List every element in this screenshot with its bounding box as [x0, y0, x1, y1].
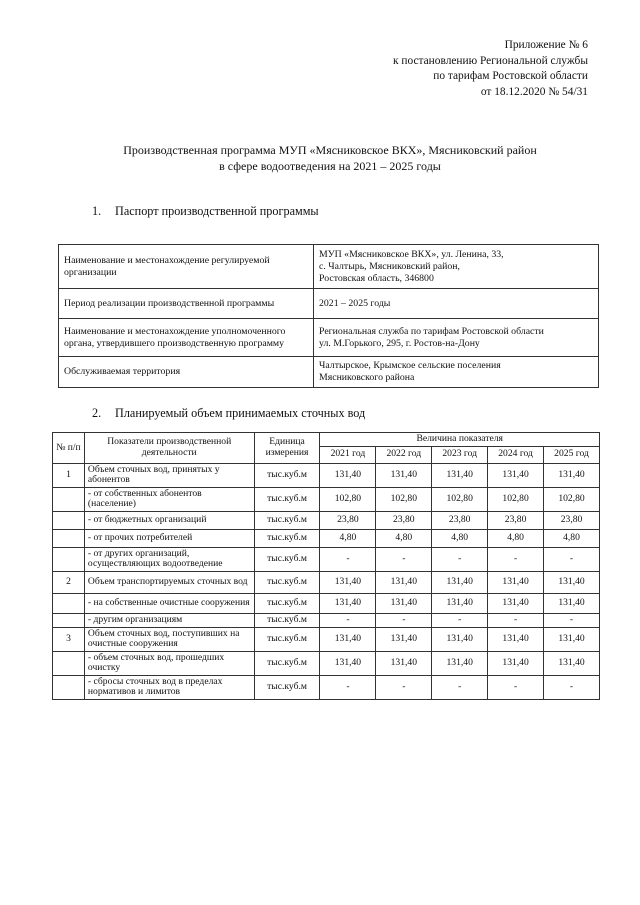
header-unit: Единица измерения: [254, 433, 320, 464]
passport-row: [59, 357, 599, 388]
row-value: -: [320, 547, 376, 571]
row-value: 102,80: [376, 487, 432, 511]
row-value: 131,40: [320, 627, 376, 651]
row-indicator: - от прочих потребителей: [84, 529, 254, 547]
row-num: 1: [53, 463, 85, 487]
row-unit: тыс.куб.м: [254, 627, 320, 651]
row-indicator: Объем транспортируемых сточных вод: [84, 571, 254, 593]
appendix-block: [268, 38, 588, 100]
row-num: [53, 547, 85, 571]
header-indicator: Показатели производственной деятельности: [84, 433, 254, 464]
row-value: -: [432, 675, 488, 699]
row-value: 102,80: [320, 487, 376, 511]
passport-row: [59, 245, 599, 289]
passport-value-line: 2021 – 2025 годы: [319, 297, 391, 309]
row-value: 131,40: [432, 627, 488, 651]
row-value: 131,40: [376, 593, 432, 613]
row-unit: тыс.куб.м: [254, 651, 320, 675]
row-indicator: - сбросы сточных вод в пределах нормативов и лимитов: [84, 675, 254, 699]
row-value: 131,40: [320, 463, 376, 487]
row-value: 131,40: [432, 571, 488, 593]
header-value-group: Величина показателя: [320, 433, 600, 447]
row-value: 131,40: [432, 463, 488, 487]
row-unit: тыс.куб.м: [254, 675, 320, 699]
row-value: 23,80: [320, 511, 376, 529]
row-value: 4,80: [320, 529, 376, 547]
row-value: 131,40: [376, 651, 432, 675]
passport-row: [59, 319, 599, 357]
section-title: Паспорт производственной программы: [115, 204, 319, 218]
row-indicator: Объем сточных вод, принятых у абонентов: [84, 463, 254, 487]
section-number: 1.: [92, 204, 102, 218]
row-indicator: - объем сточных вод, прошедших очистку: [84, 651, 254, 675]
row-value: -: [432, 613, 488, 627]
section-heading-passport: [92, 204, 319, 219]
passport-value-line: ул. М.Горького, 295, г. Ростов-на-Дону: [319, 337, 480, 349]
row-value: 131,40: [488, 463, 544, 487]
row-unit: тыс.куб.м: [254, 613, 320, 627]
appendix-line: по тарифам Ростовской области: [433, 70, 588, 83]
passport-key: Наименование и местонахождение уполномоченного органа, утвердившего производственную программу: [59, 319, 314, 357]
table-row: [53, 463, 600, 487]
table-row: [53, 675, 600, 699]
passport-key: Период реализации производственной программы: [59, 289, 314, 319]
header-year: 2024 год: [488, 446, 544, 463]
header-num: № п/п: [53, 433, 85, 464]
passport-value: [314, 289, 599, 319]
row-value: 102,80: [488, 487, 544, 511]
row-num: [53, 529, 85, 547]
row-unit: тыс.куб.м: [254, 593, 320, 613]
row-value: 131,40: [320, 571, 376, 593]
row-value: 23,80: [376, 511, 432, 529]
volume-table: [52, 432, 600, 700]
passport-value: [314, 245, 599, 289]
table-row: [53, 511, 600, 529]
row-indicator: - на собственные очистные сооружения: [84, 593, 254, 613]
passport-table: [58, 244, 599, 388]
row-value: -: [544, 613, 600, 627]
row-value: -: [320, 613, 376, 627]
row-value: 131,40: [488, 627, 544, 651]
table-row: [53, 571, 600, 593]
row-num: 3: [53, 627, 85, 651]
passport-key: Наименование и местонахождение регулируемой организации: [59, 245, 314, 289]
header-year: 2021 год: [320, 446, 376, 463]
row-value: -: [488, 547, 544, 571]
table-row: [53, 651, 600, 675]
section-title: Планируемый объем принимаемых сточных вод: [115, 406, 366, 420]
row-unit: тыс.куб.м: [254, 511, 320, 529]
passport-value: [314, 319, 599, 357]
row-unit: тыс.куб.м: [254, 463, 320, 487]
row-value: 131,40: [376, 571, 432, 593]
row-indicator: - от собственных абонентов (население): [84, 487, 254, 511]
row-num: [53, 613, 85, 627]
row-unit: тыс.куб.м: [254, 487, 320, 511]
row-unit: тыс.куб.м: [254, 547, 320, 571]
row-value: 131,40: [544, 463, 600, 487]
row-unit: тыс.куб.м: [254, 529, 320, 547]
row-value: 102,80: [432, 487, 488, 511]
row-value: 4,80: [376, 529, 432, 547]
passport-value-line: Мясниковского района: [319, 372, 415, 383]
table-row: [53, 613, 600, 627]
row-value: -: [320, 675, 376, 699]
row-value: -: [376, 675, 432, 699]
row-value: -: [376, 613, 432, 627]
appendix-line: к постановлению Региональной службы: [392, 54, 588, 67]
row-indicator: - от бюджетных организаций: [84, 511, 254, 529]
row-value: -: [488, 613, 544, 627]
passport-value-line: Ростовская область, 346800: [319, 272, 434, 284]
row-value: 131,40: [432, 593, 488, 613]
row-unit: тыс.куб.м: [254, 571, 320, 593]
row-value: -: [376, 547, 432, 571]
row-value: -: [544, 675, 600, 699]
passport-value-line: МУП «Мясниковское ВКХ», ул. Ленина, 33,: [319, 248, 504, 260]
row-value: 131,40: [432, 651, 488, 675]
row-value: 131,40: [376, 463, 432, 487]
passport-key: Обслуживаемая территория: [59, 357, 314, 388]
row-value: 131,40: [488, 651, 544, 675]
row-indicator: - другим организациям: [84, 613, 254, 627]
passport-value: [314, 357, 599, 388]
header-year: 2023 год: [432, 446, 488, 463]
title-line: Производственная программа МУП «Мясниковское ВКХ», Мясниковский район: [123, 143, 537, 157]
row-value: 131,40: [544, 651, 600, 675]
row-value: 4,80: [544, 529, 600, 547]
appendix-line: от 18.12.2020 № 54/31: [480, 85, 588, 98]
section-number: 2.: [92, 406, 102, 420]
row-value: 131,40: [488, 593, 544, 613]
row-value: 23,80: [544, 511, 600, 529]
passport-row: [59, 289, 599, 319]
header-year: 2025 год: [544, 446, 600, 463]
passport-value-line: Региональная служба по тарифам Ростовской области: [319, 325, 544, 337]
row-value: 131,40: [544, 571, 600, 593]
row-value: 131,40: [320, 651, 376, 675]
row-value: 102,80: [544, 487, 600, 511]
row-value: 4,80: [488, 529, 544, 547]
row-value: -: [488, 675, 544, 699]
table-row: [53, 627, 600, 651]
row-value: 131,40: [488, 571, 544, 593]
header-year: 2022 год: [376, 446, 432, 463]
row-num: [53, 651, 85, 675]
table-row: [53, 547, 600, 571]
row-indicator: Объем сточных вод, поступивших на очистные сооружения: [84, 627, 254, 651]
row-value: 23,80: [432, 511, 488, 529]
document-title: [60, 142, 600, 174]
row-indicator: - от других организаций, осуществляющих водоотведение: [84, 547, 254, 571]
row-value: 23,80: [488, 511, 544, 529]
passport-value-line: Чалтырское, Крымское сельские поселения: [319, 360, 501, 371]
row-value: 131,40: [320, 593, 376, 613]
row-num: [53, 487, 85, 511]
row-num: [53, 675, 85, 699]
row-value: 131,40: [544, 593, 600, 613]
row-value: -: [432, 547, 488, 571]
title-line: в сфере водоотведения на 2021 – 2025 годы: [219, 159, 441, 173]
row-value: -: [544, 547, 600, 571]
section-heading-volume: [92, 406, 365, 421]
passport-value-line: с. Чалтырь, Мясниковский район,: [319, 260, 460, 272]
table-row: [53, 487, 600, 511]
table-row: [53, 529, 600, 547]
row-value: 4,80: [432, 529, 488, 547]
row-value: 131,40: [376, 627, 432, 651]
row-num: [53, 593, 85, 613]
table-row: [53, 593, 600, 613]
appendix-line: Приложение № 6: [504, 39, 588, 51]
row-value: 131,40: [544, 627, 600, 651]
row-num: 2: [53, 571, 85, 593]
row-num: [53, 511, 85, 529]
